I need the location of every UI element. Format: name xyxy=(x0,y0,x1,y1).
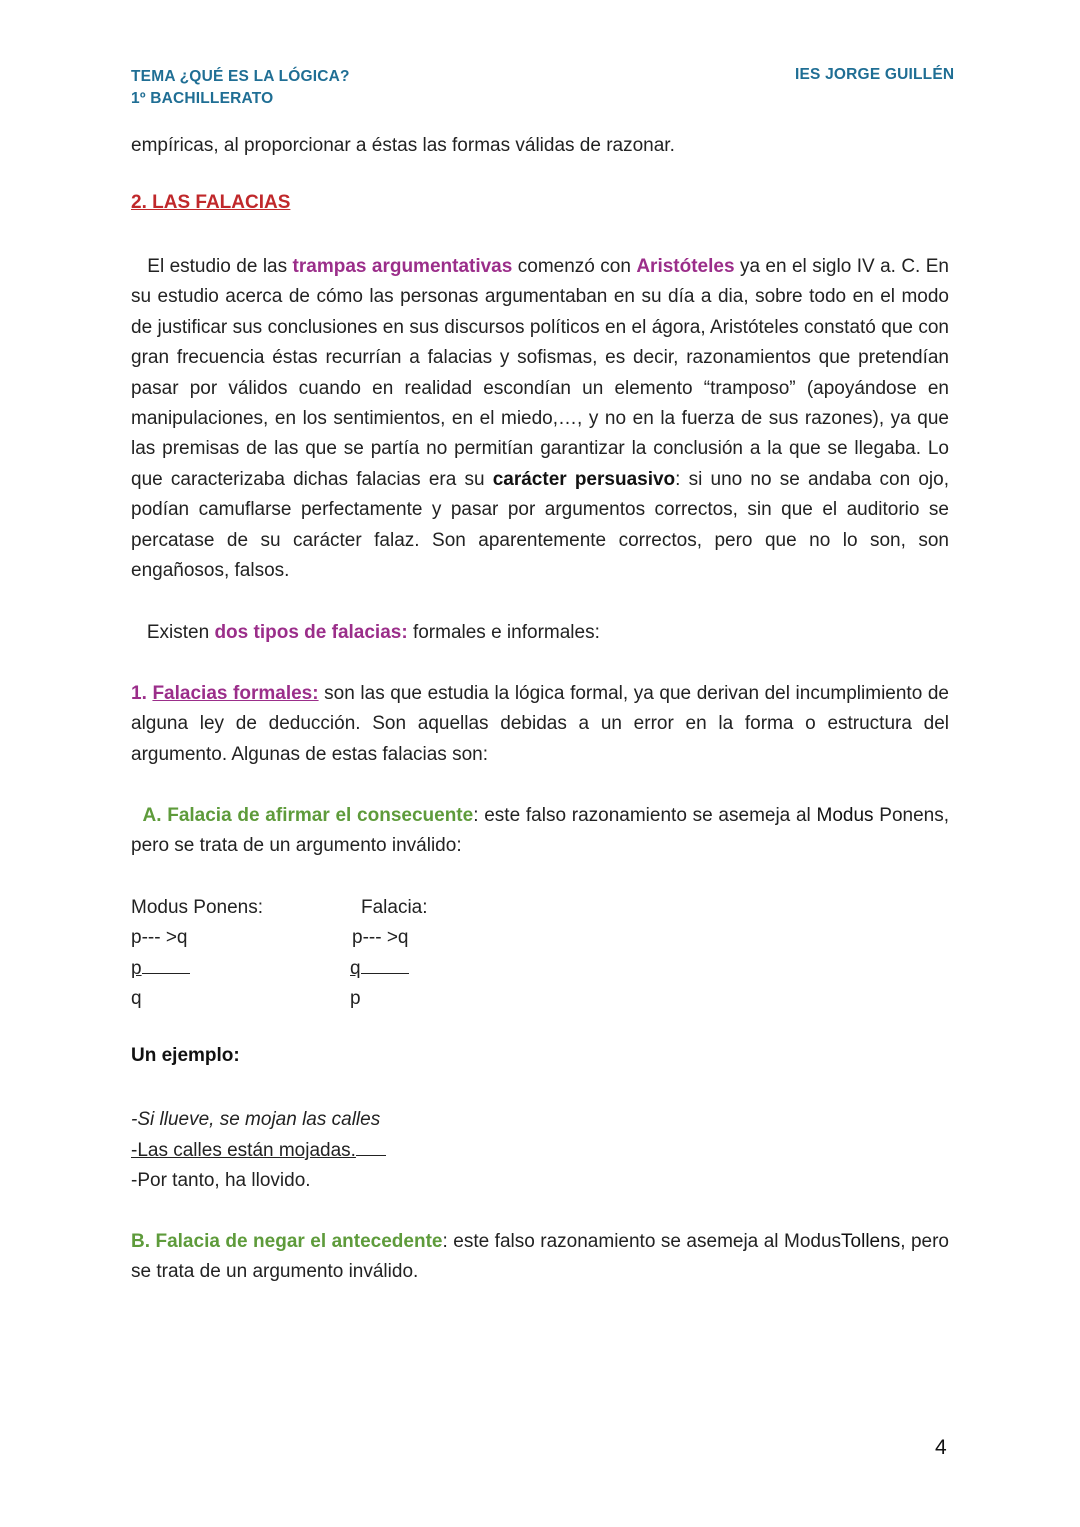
text-run: : si uno no se andaba con ojo, podían camuflarse perfectamente y pasar por argumentos correctos, sin que el auditorio se percatase de su carácter falaz. Son aparentemente correctos, pero que no lo son, son engañosos, falsos. xyxy=(131,468,949,582)
schema-right-premise1: p--- >q xyxy=(352,927,409,948)
text-run: , pero se trata de un argumento inválido. xyxy=(131,1231,949,1283)
schema-left-title: Modus Ponens: xyxy=(131,897,264,918)
intro-line: empíricas, al proporcionar a éstas las formas válidas de razonar. xyxy=(131,135,675,156)
formal-number: 1. xyxy=(131,683,153,704)
text-run: : este falso razonamiento se asemeja al Modus xyxy=(442,1231,842,1252)
underline-rule xyxy=(361,955,409,974)
document-header-left xyxy=(131,66,350,110)
schema-right-premise2 xyxy=(350,954,409,984)
formal-title: Falacias formales: xyxy=(152,683,319,704)
highlight-caracter: carácter persuasivo xyxy=(492,468,676,490)
premise-text: p xyxy=(131,958,142,979)
text-run: : este falso razonamiento se asemeja al xyxy=(473,805,817,826)
highlight-dos-tipos: dos tipos de falacias: xyxy=(214,622,408,643)
premise-text: q xyxy=(350,958,361,979)
term-tollens: Tollens xyxy=(841,1231,901,1252)
highlight-aristoteles: Aristóteles xyxy=(636,256,735,277)
text-run: son las que estudia la lógica formal, ya que derivan del incumplimiento de alguna ley de deducción. Son aquellas debidas a un error en la forma o estructura del argumento. Algunas de estas falacias son: xyxy=(131,683,949,765)
example-line-2 xyxy=(131,1136,386,1166)
paragraph-fallacy-a xyxy=(131,801,949,862)
text-run: ya en el siglo IV a. C. En su estudio acerca de cómo las personas argumentaban en su día a dia, sobre todo en el modo de justificar sus conclusiones en sus discursos políticos en el ágora, Aristóteles constató que con gran frecuencia éstas recurrían a falacias y sofismas, es decir, razonamientos que pretendían pasar por válidos cuando en realidad escondían un elemento “tramposo” (apoyándose en manipulaciones, en los sentimientos, en el miedo,…, y no en la fuerza de sus razones), ya que las premisas de las que se partía no permitían garantizar la conclusión a la que se llegaba. Lo que caracterizaba dichas falacias era su xyxy=(131,256,949,490)
schema-right-conclusion: p xyxy=(350,988,361,1009)
example-line-2-text: -Las calles están mojadas. xyxy=(131,1140,356,1161)
text-run: Ponens, pero se trata de un argumento inválido: xyxy=(131,805,950,857)
fallacy-b-title: B. Falacia de negar el antecedente xyxy=(131,1231,443,1252)
fallacy-a-title: A. Falacia de afirmar el consecuente xyxy=(142,805,474,826)
underline-rule xyxy=(142,955,190,974)
underline-rule xyxy=(356,1137,386,1156)
text-run: comenzó con xyxy=(512,256,637,277)
schema-left-conclusion: q xyxy=(131,988,142,1009)
course-label: 1º BACHILLERATO xyxy=(131,90,274,107)
example-title: Un ejemplo: xyxy=(131,1045,240,1066)
section-title: 2. LAS FALACIAS xyxy=(131,192,291,213)
term-modus: Modus xyxy=(816,805,874,826)
schema-left-premise2 xyxy=(131,954,190,984)
schema-left-premise1: p--- >q xyxy=(131,927,188,948)
text-run: formales e informales: xyxy=(407,622,600,643)
page-number: 4 xyxy=(935,1436,947,1459)
paragraph-fallacy-b xyxy=(131,1227,949,1288)
paragraph-origins xyxy=(131,252,949,586)
example-line-3: -Por tanto, ha llovido. xyxy=(131,1170,311,1191)
highlight-trampas: trampas argumentativas xyxy=(292,256,513,277)
text-run: El estudio de las xyxy=(147,256,293,277)
school-name: IES JORGE GUILLÉN xyxy=(795,66,955,83)
topic-title: TEMA ¿QUÉ ES LA LÓGICA? xyxy=(131,68,350,85)
schema-right-title: Falacia: xyxy=(361,897,428,918)
text-run: Existen xyxy=(146,622,215,643)
paragraph-types xyxy=(131,618,949,648)
example-line-1: -Si llueve, se mojan las calles xyxy=(131,1109,381,1130)
paragraph-formal xyxy=(131,679,949,770)
